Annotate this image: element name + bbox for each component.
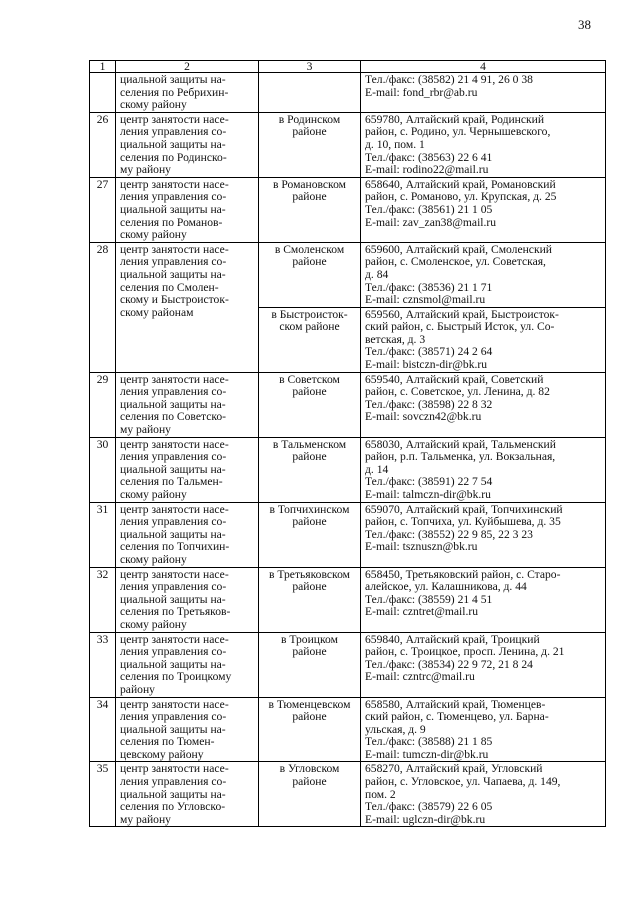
address-cell	[361, 502, 606, 567]
text-line: 658640, Алтайский край, Романовский	[365, 177, 556, 191]
text-line: скому району	[120, 228, 187, 242]
text-line: селения по Родинско-	[120, 150, 227, 164]
text-line: 659840, Алтайский край, Троицкий	[365, 632, 540, 646]
text-line: селения по Романов-	[120, 215, 223, 229]
text-line: скому району	[120, 617, 187, 631]
row-number-cell: 26	[90, 112, 116, 177]
organization-cell	[116, 502, 259, 567]
text-line: алейское, ул. Калашникова, д. 44	[365, 580, 527, 594]
text-line: Тел./факс: (38582) 21 4 91, 26 0 38	[365, 73, 533, 86]
district-cell	[259, 697, 361, 762]
text-line: E-mail: cznsmol@mail.ru	[365, 293, 486, 307]
text-line: 659540, Алтайский край, Советский	[365, 372, 544, 386]
organization-cell	[116, 112, 259, 177]
text-line: циальной защиты на-	[120, 527, 226, 541]
text-line: скому району	[120, 552, 187, 566]
address-cell	[361, 112, 606, 177]
district-cell	[259, 242, 361, 307]
district-cell	[259, 372, 361, 437]
text-line: му району	[120, 812, 171, 826]
text-line: центр занятости насе-	[120, 697, 229, 711]
text-line: Тел./факс: (38559) 21 4 51	[365, 592, 493, 606]
table-row-33	[90, 632, 606, 697]
text-line: район, с. Троицкое, просп. Ленина, д. 21	[365, 645, 565, 659]
row-number-cell: 29	[90, 372, 116, 437]
text-line: ления управления со-	[120, 580, 227, 594]
district-cell	[259, 112, 361, 177]
address-cell	[361, 762, 606, 827]
text-line: циальной защиты на-	[120, 137, 226, 151]
district-cell	[259, 567, 361, 632]
text-line: центр занятости насе-	[120, 502, 229, 516]
text-line: E-mail: talmczn-dir@bk.ru	[365, 488, 491, 501]
text-line: ульская, д. 9	[365, 722, 426, 736]
row-number-cell: 31	[90, 502, 116, 567]
text-line: в Романовском	[272, 177, 347, 191]
text-line: 658580, Алтайский край, Тюменцев-	[365, 697, 546, 711]
text-line: район, с. Романово, ул. Крупская, д. 25	[365, 190, 557, 204]
text-line: 659780, Алтайский край, Родинский	[365, 112, 545, 126]
text-line: Тел./факс: (38579) 22 6 05	[365, 800, 493, 814]
text-line: циальной защиты на-	[120, 202, 226, 216]
district-cell	[259, 73, 361, 113]
column-number: 2	[116, 61, 259, 73]
table-row-29	[90, 372, 606, 437]
text-line: селения по Третьяков-	[120, 605, 231, 619]
text-line: Тел./факс: (38598) 22 8 32	[365, 397, 493, 411]
table-row-30	[90, 437, 606, 502]
text-line: в Угловском	[279, 762, 340, 776]
text-line: циальной защиты на-	[120, 722, 226, 736]
organization-cell	[116, 437, 259, 502]
text-line: ветская, д. 3	[365, 332, 426, 346]
district-cell	[259, 502, 361, 567]
district-cell	[259, 307, 361, 372]
table-row-31	[90, 502, 606, 567]
text-line: селения по Троицкому	[120, 670, 232, 684]
text-line: 659070, Алтайский край, Топчихинский	[365, 502, 563, 516]
text-line: районе	[292, 450, 327, 464]
organization-cell	[116, 242, 259, 372]
table-row-27	[90, 177, 606, 242]
text-line: E-mail: tsznuszn@bk.ru	[365, 540, 478, 554]
text-line: районе	[292, 710, 327, 724]
text-line: районе	[292, 515, 327, 529]
address-cell	[361, 242, 606, 307]
text-line: районе	[292, 580, 327, 594]
address-cell	[361, 372, 606, 437]
text-line: 659560, Алтайский край, Быстроисток-	[365, 307, 559, 321]
organization-cell	[116, 177, 259, 242]
text-line: д. 84	[365, 267, 389, 281]
text-line: районе	[292, 190, 327, 204]
text-line: селения по Тальмен-	[120, 475, 223, 489]
text-line: ления управления со-	[120, 645, 227, 659]
text-line: районе	[292, 645, 327, 659]
text-line: район, с. Родино, ул. Чернышевского,	[365, 125, 551, 139]
text-line: скому району	[120, 488, 187, 501]
text-line: 658270, Алтайский край, Угловский	[365, 762, 543, 776]
text-line: ления управления со-	[120, 190, 227, 204]
row-number-cell: 30	[90, 437, 116, 502]
text-line: Тел./факс: (38591) 22 7 54	[365, 475, 493, 489]
text-line: ления управления со-	[120, 125, 227, 139]
text-line: Тел./факс: (38536) 21 1 71	[365, 280, 493, 294]
organization-cell	[116, 632, 259, 697]
organization-cell	[116, 73, 259, 113]
text-line: ления управления со-	[120, 385, 227, 399]
district-cell	[259, 177, 361, 242]
text-line: в Тальменском	[272, 437, 347, 451]
text-line: район, с. Советское, ул. Ленина, д. 82	[365, 385, 550, 399]
text-line: селения по Смолен-	[120, 280, 219, 294]
text-line: E-mail: sovczn42@bk.ru	[365, 410, 482, 424]
organization-cell	[116, 372, 259, 437]
text-line: E-mail: bistczn-dir@bk.ru	[365, 358, 488, 372]
text-line: в Топчихинском	[269, 502, 350, 516]
text-line: районе	[292, 255, 327, 269]
text-line: скому району	[120, 98, 187, 112]
text-line: центр занятости насе-	[120, 177, 229, 191]
text-line: центр занятости насе-	[120, 242, 229, 256]
address-cell	[361, 437, 606, 502]
text-line: районе	[292, 125, 327, 139]
text-line: ления управления со-	[120, 450, 227, 464]
text-line: ления управления со-	[120, 710, 227, 724]
text-line: районе	[292, 385, 327, 399]
text-line: скому районам	[120, 305, 194, 319]
text-line: район, р.п. Тальменка, ул. Вокзальная,	[365, 450, 556, 464]
text-line: скому и Быстроисток-	[120, 293, 229, 307]
table-row-28	[90, 242, 606, 307]
text-line: в Советском	[279, 372, 340, 386]
address-cell	[361, 307, 606, 372]
text-line: в Быстроисток-	[271, 307, 348, 321]
text-line: в Смоленском	[274, 242, 345, 256]
text-line: E-mail: zav_zan38@mail.ru	[365, 215, 497, 229]
text-line: селения по Ребрихин-	[120, 85, 229, 99]
text-line: Тел./факс: (38534) 22 9 72, 21 8 24	[365, 657, 533, 671]
row-number-cell: 33	[90, 632, 116, 697]
row-number-cell: 34	[90, 697, 116, 762]
text-line: ления управления со-	[120, 515, 227, 529]
organization-cell	[116, 762, 259, 827]
text-line: му району	[120, 423, 171, 437]
text-line: ления управления со-	[120, 775, 227, 789]
text-line: селения по Топчихин-	[120, 540, 230, 554]
text-line: E-mail: czntrc@mail.ru	[365, 670, 475, 684]
text-line: ский район, с. Быстрый Исток, ул. Со-	[365, 320, 555, 334]
text-line: ский район, с. Тюменцево, ул. Барна-	[365, 710, 549, 724]
address-cell	[361, 697, 606, 762]
text-line: в Тюменцевском	[268, 697, 351, 711]
text-line: циальной защиты на-	[120, 657, 226, 671]
text-line: центр занятости насе-	[120, 632, 229, 646]
text-line: район, с. Угловское, ул. Чапаева, д. 149,	[365, 775, 561, 789]
text-line: E-mail: rodino22@mail.ru	[365, 163, 489, 177]
text-line: районе	[292, 775, 327, 789]
text-line: район, с. Смоленское, ул. Советская,	[365, 255, 546, 269]
text-line: цевскому району	[120, 747, 204, 761]
text-line: E-mail: czntret@mail.ru	[365, 605, 479, 619]
text-line: циальной защиты на-	[120, 787, 226, 801]
text-line: Тел./факс: (38561) 21 1 05	[365, 202, 493, 216]
text-line: циальной защиты на-	[120, 462, 226, 476]
text-line: в Родинском	[278, 112, 341, 126]
text-line: пом. 2	[365, 787, 396, 801]
row-number-cell: 28	[90, 242, 116, 372]
text-line: Тел./факс: (38552) 22 9 85, 22 3 23	[365, 527, 533, 541]
text-line: центр занятости насе-	[120, 437, 229, 451]
text-line: в Троицком	[281, 632, 338, 646]
text-line: ления управления со-	[120, 255, 227, 269]
text-line: селения по Советско-	[120, 410, 227, 424]
district-cell	[259, 762, 361, 827]
text-line: ском районе	[279, 320, 340, 334]
row-number-cell: 32	[90, 567, 116, 632]
text-line: му району	[120, 163, 171, 177]
page-number: 38	[578, 17, 591, 32]
district-cell	[259, 632, 361, 697]
text-line: центр занятости насе-	[120, 762, 229, 776]
address-cell	[361, 567, 606, 632]
row-number-cell: 35	[90, 762, 116, 827]
text-line: циальной защиты на-	[120, 592, 226, 606]
text-line: E-mail: uglczn-dir@bk.ru	[365, 812, 486, 826]
text-line: район, с. Топчиха, ул. Куйбышева, д. 35	[365, 515, 561, 529]
text-line: Тел./факс: (38563) 22 6 41	[365, 150, 493, 164]
text-line: д. 14	[365, 462, 389, 476]
district-offices-table	[89, 60, 606, 827]
text-line: E-mail: fond_rbr@ab.ru	[365, 85, 478, 99]
table-row-26	[90, 112, 606, 177]
text-line: Тел./факс: (38588) 21 1 85	[365, 735, 493, 749]
text-line: 658030, Алтайский край, Тальменский	[365, 437, 556, 451]
column-number: 1	[90, 61, 116, 73]
table-row-32	[90, 567, 606, 632]
table-row-35	[90, 762, 606, 827]
address-cell	[361, 73, 606, 113]
text-line: Тел./факс: (38571) 24 2 64	[365, 345, 493, 359]
text-line: 658450, Третьяковский район, с. Старо-	[365, 567, 561, 581]
text-line: циальной защиты на-	[120, 73, 226, 86]
row-number-cell: 27	[90, 177, 116, 242]
text-line: центр занятости насе-	[120, 112, 229, 126]
text-line: циальной защиты на-	[120, 267, 226, 281]
text-line: циальной защиты на-	[120, 397, 226, 411]
column-number: 3	[259, 61, 361, 73]
table-row-continuation	[90, 73, 606, 113]
column-number-row	[90, 61, 606, 73]
text-line: д. 10, пом. 1	[365, 137, 425, 151]
column-number: 4	[361, 61, 606, 73]
text-line: селения по Тюмен-	[120, 735, 215, 749]
table-row-34	[90, 697, 606, 762]
district-cell	[259, 437, 361, 502]
text-line: в Третьяковском	[269, 567, 350, 581]
text-line: району	[120, 682, 155, 696]
organization-cell	[116, 697, 259, 762]
organization-cell	[116, 567, 259, 632]
text-line: E-mail: tumczn-dir@bk.ru	[365, 747, 489, 761]
text-line: селения по Угловско-	[120, 800, 226, 814]
row-number-cell	[90, 73, 116, 113]
text-line: 659600, Алтайский край, Смоленский	[365, 242, 552, 256]
text-line: центр занятости насе-	[120, 372, 229, 386]
address-cell	[361, 632, 606, 697]
address-cell	[361, 177, 606, 242]
text-line: центр занятости насе-	[120, 567, 229, 581]
